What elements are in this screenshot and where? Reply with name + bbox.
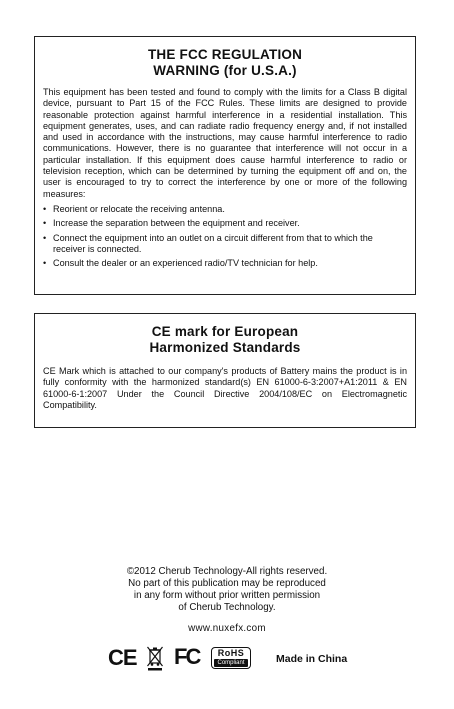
made-in-label: Made in China [276, 653, 348, 665]
copyright-notice: ©2012 Cherub Technology-All rights reserved. No part of this publication may be reproduced in any form without prior written permission of Cherub Technology. [126, 566, 328, 613]
crossed-bin-icon [146, 645, 164, 671]
ce-mark-box [34, 313, 416, 428]
list-item: • Increase the separation between the equipment and receiver. [43, 218, 300, 229]
list-item: • Reorient or relocate the receiving antenna. [43, 203, 225, 214]
fcc-logo-icon: FC [174, 644, 200, 669]
rohs-badge: RoHS Compliant [211, 647, 251, 669]
ce-title: CE mark for European Harmonized Standards [149, 324, 301, 355]
fcc-body: This equipment has been tested and found to comply with the limits for a Class B digital device, pursuant to Part 15 of the FCC Rules. These limits are designed to provide reasonable protection against harmful interference in a residential installation. This equipment generates, uses, and can radiate radio frequency energy and, if not installed and used in accordance with the instructions, may cause harmful interference to radio communications. However, there is no guarantee that interference will not occur in a particular installation. If this equipment does cause harmful interference to radio or television reception, which can be determined by turning the equipment off and on, the user is encouraged to try to correct the interference by one or more of the following measures: [43, 87, 407, 199]
ce-mark-icon: CE [108, 645, 137, 670]
fcc-warning-box [34, 36, 416, 295]
list-item: • Connect the equipment into an outlet on a circuit different from that to which the receiver is connected. [43, 232, 373, 254]
fcc-title: THE FCC REGULATION WARNING (for U.S.A.) [147, 47, 303, 78]
website-url[interactable]: www.nuxefx.com [188, 623, 266, 634]
fcc-measures-list [43, 204, 407, 269]
ce-body: CE Mark which is attached to our company's products of Battery mains the product is in fully conformity with the harmonized standard(s) EN 61000-6-3:2007+A1:2011 & EN 61000-6-1:2007 Under the Council Directive 2004/108/EC on Electromagnetic Compatibility. [43, 366, 407, 410]
certification-marks [108, 645, 368, 671]
list-item: • Consult the dealer or an experienced radio/TV technician for help. [43, 258, 318, 269]
